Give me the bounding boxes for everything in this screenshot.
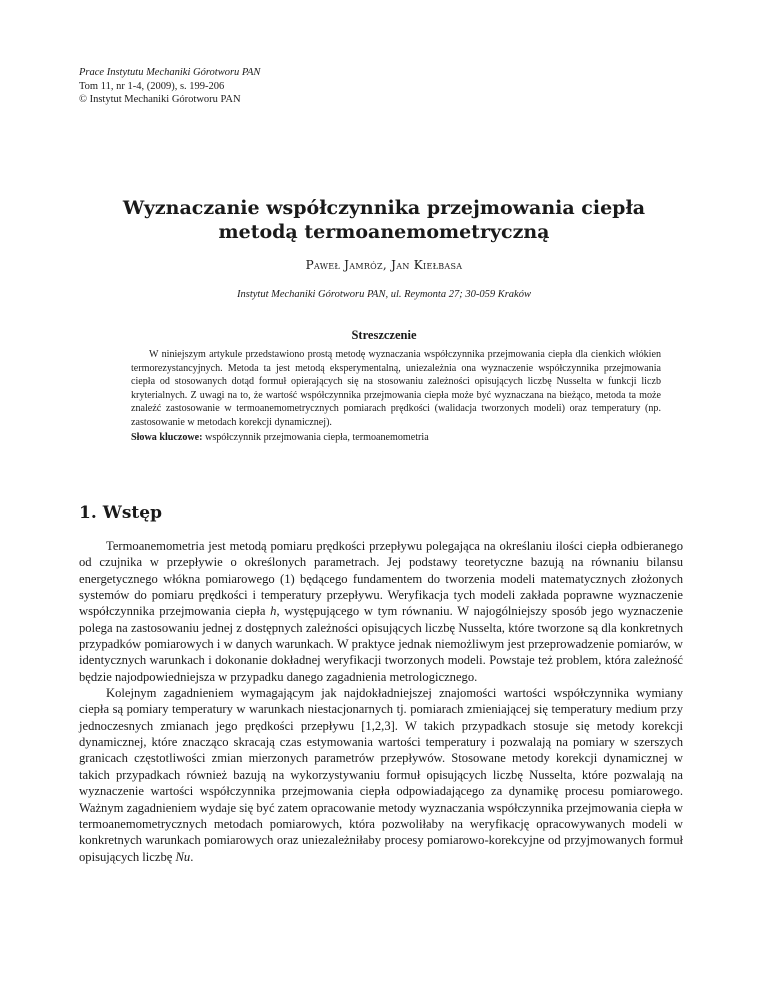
volume-info: Tom 11, nr 1-4, (2009), s. 199-206: [79, 80, 225, 92]
journal-header: [79, 66, 260, 107]
section-title: Wstęp: [102, 503, 162, 523]
paragraph-1-text-a: Termoanemometria jest metodą pomiaru prędkości przepływu polegająca na określaniu ilości ciepła odbieranego od czujnika w przepływie o określonych parametrach. Jej podstawy teoretyczne bazują na równaniu bilansu energetycznego włókna pomiarowego (1) będącego fundamentem do tworzenia modeli matematycznych złożonych systemów do pomiaru prędkości i temperatury przepływu. Weryfikacja tych modeli zakłada poprawne wyznaczenie współczynnika przejmowania ciepła: [79, 539, 683, 619]
journal-name: Prace Instytutu Mechaniki Górotworu PAN: [79, 67, 261, 78]
paragraph-2: [79, 685, 683, 865]
section-number: 1.: [79, 503, 97, 523]
authors: Paweł Jamróz, Jan Kiełbasa: [305, 258, 463, 272]
abstract-heading: Streszczenie: [351, 328, 417, 342]
abstract-text: W niniejszym artykule przedstawiono prostą metodę wyznaczania współczynnika przejmowania ciepła dla cienkich włókien termorezystancyjnych. Metoda ta jest metodą eksperymentalną, uniezależnia ona wyznaczenie współczynnika przejmowania ciepła od stosowanych dotąd formuł opierających się na stosowaniu zależności opisujących liczbę Nusselta w funkcji liczb kryterialnych. Z uwagi na to, że wartość współczynnika przejmowania ciepła może być wyznaczana na bieżąco, metoda ta może znaleźć zastosowanie w termoanemometrycznych pomiarach prędkości (walidacja tworzonych modeli) oraz temperatury (np. zastosowanie w metodach korekcji dynamicznej).: [131, 349, 661, 428]
section-body: [79, 538, 683, 865]
keywords-label: Słowa kluczowe:: [131, 432, 203, 443]
affiliation: Instytut Mechaniki Górotworu PAN, ul. Reymonta 27; 30-059 Kraków: [237, 289, 531, 300]
title-line-1: Wyznaczanie współczynnika przejmowania ciepła: [122, 197, 646, 219]
keywords: [131, 432, 671, 443]
paragraph-1-text-b: , występującego w tym równaniu. W najogólniejszy sposób jego wyznaczenie polega na zastosowaniu jednej z dostępnych zależności opisujących liczbę Nusselta, które tworzone są dla konkretnych przypadków pomiarowych i w danych warunkach. W praktyce jednak niemożliwym jest przeprowadzenie pomiarów, w identycznych warunkach i dokonanie dokładnej weryfikacji tworzonych modeli. Powstaje też problem, która zależność będzie najodpowiedniejsza w przypadku danego zagadnienia metrologicznego.: [79, 604, 683, 684]
section-heading: [79, 503, 162, 523]
symbol-nu: Nu: [175, 849, 191, 864]
paragraph-2-text: Kolejnym zagadnieniem wymagającym jak najdokładniejszej znajomości wartości współczynnika wymiany ciepła są pomiary temperatury w warunkach niestacjonarnych tj. pomiarach zmieniającej się temperatury medium przy jednoczesnych zmianach jego prędkości przepływu [1,2,3]. W takich przypadkach stosuje się metody korekcji dynamicznej, które znacząco skracają czas estymowania wartości temperatury i pozwalają na pomiary w szerszych granicach częstotliwości zmian mierzonych parametrów przepływów. Stosowane metody korekcji dynamicznej w takich przypadkach również bazują na wykorzystywaniu formuł opisujących liczbę Nusselta, które pozwalają na wyznaczenie wartości współczynnika przejmowania ciepła odpowiadającego za dynamikę procesu pomiarowego. Ważnym zagadnieniem wydaje się być zatem opracowanie metody wyznaczania współczynnika przejmowania ciepła w termoanemometrycznych metodach pomiarowych, która pozwoliłaby na weryfikację opracowywanych modeli w konkretnych warunkach pomiarowych oraz uniezależniłaby procesy pomiarowo-korekcyjne od przyjmowanych formuł opisujących liczbę: [79, 686, 683, 864]
abstract: [131, 348, 661, 430]
copyright-line: © Instytut Mechaniki Górotworu PAN: [79, 94, 241, 105]
paragraph-1: [79, 538, 683, 685]
paragraph-2-end: .: [190, 849, 194, 864]
title-line-2: metodą termoanemometryczną: [218, 221, 550, 243]
symbol-h: h: [270, 604, 277, 619]
article-title: [0, 196, 768, 244]
keywords-text: współczynnik przejmowania ciepła, termoanemometria: [205, 432, 429, 443]
